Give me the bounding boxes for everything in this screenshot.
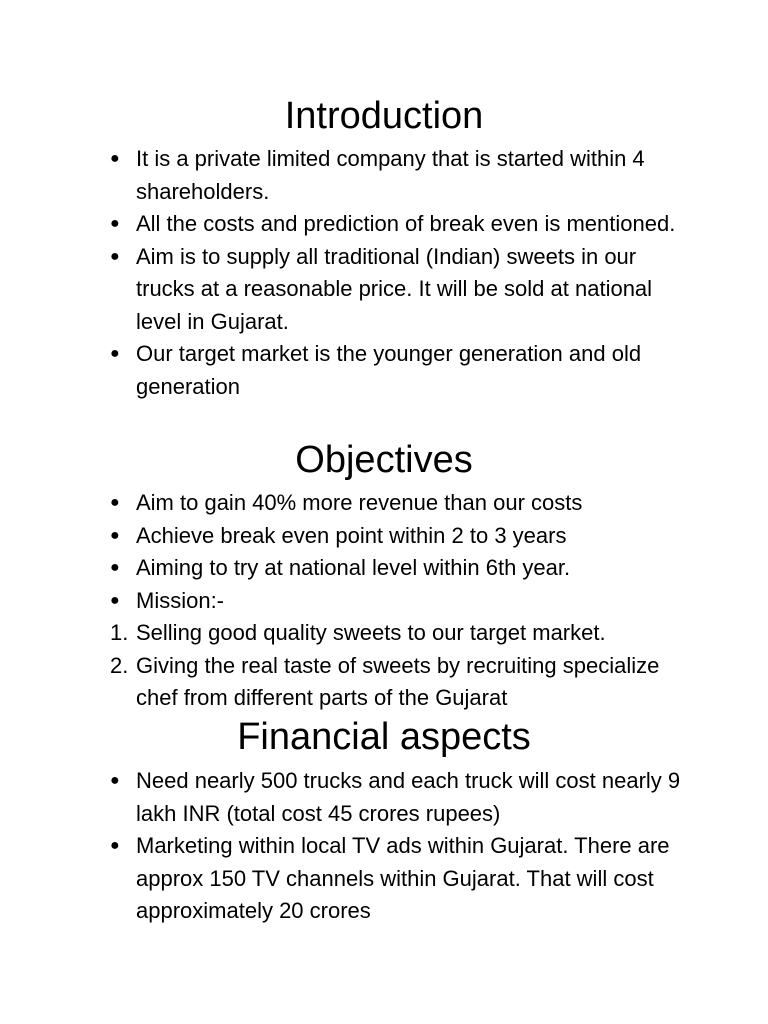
financial-aspects-heading: Financial aspects — [237, 716, 531, 758]
list-item-text: Mission:- — [136, 587, 225, 613]
bullet-icon: ● — [110, 591, 120, 609]
numbered-item — [110, 650, 690, 715]
list-item — [110, 143, 690, 208]
bullet-icon: ● — [110, 247, 120, 265]
numbered-item-text: Selling good quality sweets to our target market. — [136, 620, 606, 645]
list-item — [110, 552, 690, 585]
list-item-text: Our target market is the younger generation and old generation — [136, 341, 642, 399]
list-item-text: Achieve break even point within 2 to 3 years — [136, 522, 567, 548]
bullet-icon: ● — [110, 345, 120, 362]
list-item-text: All the costs and prediction of break even is mentioned. — [136, 211, 676, 236]
list-item — [110, 830, 690, 928]
introduction-list — [110, 143, 690, 403]
list-item — [110, 338, 690, 403]
bullet-icon: ● — [110, 837, 120, 854]
list-item-text: Aim is to supply all traditional (Indian) sweets in our trucks at a reasonable price. It will be sold at national level in Gujarat. — [136, 243, 653, 334]
list-item — [110, 208, 690, 241]
bullet-icon: ● — [110, 559, 120, 576]
list-item-text: It is a private limited company that is started within 4 shareholders. — [136, 146, 645, 204]
list-item — [110, 765, 690, 830]
bullet-icon: ● — [110, 526, 120, 544]
bullet-icon: ● — [110, 215, 120, 232]
objectives-list — [110, 487, 690, 617]
introduction-heading: Introduction — [284, 95, 484, 137]
number-label: 2. — [110, 652, 129, 678]
list-item-text: Aim to gain 40% more revenue than our costs — [136, 490, 583, 515]
list-item-text: Marketing within local TV ads within Gujarat. There are approx 150 TV channels within Gujarat. That will cost approximately 20 crores — [136, 833, 670, 923]
list-item — [110, 241, 690, 339]
mission-list — [110, 617, 690, 715]
bullet-icon: ● — [110, 772, 120, 789]
numbered-item-text: Giving the real taste of sweets by recruiting specialize chef from different parts of the Gujarat — [136, 652, 660, 710]
bullet-icon: ● — [110, 494, 120, 511]
number-label: 1. — [110, 620, 129, 645]
numbered-item — [110, 617, 690, 650]
objectives-heading: Objectives — [295, 439, 473, 481]
financial-list — [110, 765, 690, 928]
list-item-text: Aiming to try at national level within 6th year. — [136, 555, 571, 580]
list-item-text: Need nearly 500 trucks and each truck will cost nearly 9 lakh INR (total cost 45 crores rupees) — [136, 768, 681, 826]
list-item — [110, 585, 690, 618]
list-item — [110, 520, 690, 553]
bullet-icon: ● — [110, 150, 120, 167]
list-item — [110, 487, 690, 520]
